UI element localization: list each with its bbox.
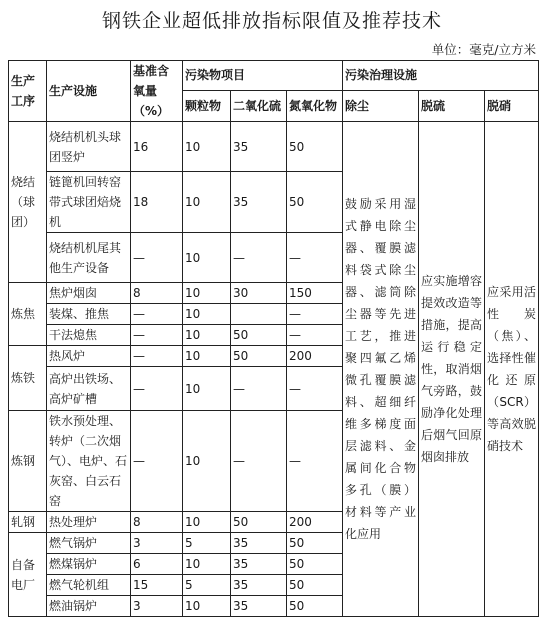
particulate-cell: 10 <box>183 346 231 367</box>
oxygen-cell: — <box>131 325 183 346</box>
particulate-cell: 10 <box>183 367 231 411</box>
facility-cell: 燃油锅炉 <box>47 596 131 617</box>
so2-cell: 35 <box>231 575 287 596</box>
facility-cell: 烧结机机头球团竖炉 <box>47 122 131 172</box>
so2-cell: 35 <box>231 596 287 617</box>
oxygen-cell: — <box>131 304 183 325</box>
nox-cell: — <box>287 325 343 346</box>
nox-cell: 50 <box>287 554 343 575</box>
facility-cell: 干法熄焦 <box>47 325 131 346</box>
so2-cell: 35 <box>231 122 287 172</box>
process-cell: 炼钢 <box>9 411 47 512</box>
nox-cell: 50 <box>287 122 343 172</box>
so2-cell: 50 <box>231 325 287 346</box>
nox-cell: — <box>287 411 343 512</box>
process-cell: 自备电厂 <box>9 533 47 617</box>
tech-dedust: 鼓励采用湿式静电除尘器、覆膜滤料袋式除尘器、滤筒除尘器等先进工艺，推进聚四氟乙烯微孔覆膜滤料、超细纤维多梯度面层滤料、金属间化合物多孔（膜）材料等产业化应用 <box>343 122 419 617</box>
particulate-cell: 10 <box>183 122 231 172</box>
nox-cell: 200 <box>287 512 343 533</box>
nox-cell: 50 <box>287 596 343 617</box>
so2-cell: 35 <box>231 533 287 554</box>
oxygen-cell: 15 <box>131 575 183 596</box>
oxygen-cell: 3 <box>131 533 183 554</box>
particulate-cell: 10 <box>183 554 231 575</box>
facility-cell: 高炉出铁场、高炉矿槽 <box>47 367 131 411</box>
header-desulf: 脱硫 <box>419 90 485 121</box>
nox-cell: — <box>287 233 343 283</box>
particulate-cell: 10 <box>183 233 231 283</box>
oxygen-cell: — <box>131 346 183 367</box>
process-cell: 烧结（球团） <box>9 122 47 283</box>
facility-cell: 燃气轮机组 <box>47 575 131 596</box>
so2-cell: — <box>231 411 287 512</box>
header-denitr: 脱硝 <box>485 90 539 121</box>
so2-cell: — <box>231 367 287 411</box>
table-body <box>9 61 539 617</box>
header-dedust: 除尘 <box>343 90 419 121</box>
particulate-cell: 10 <box>183 325 231 346</box>
unit-label: 单位：毫克/立方米 <box>431 42 536 57</box>
nox-cell: 50 <box>287 575 343 596</box>
nox-cell: 150 <box>287 283 343 304</box>
facility-cell: 铁水预处理、转炉（二次烟气）、电炉、石灰窑、白云石窑 <box>47 411 131 512</box>
facility-cell: 装煤、推焦 <box>47 304 131 325</box>
particulate-cell: 10 <box>183 596 231 617</box>
facility-cell: 热处理炉 <box>47 512 131 533</box>
so2-cell: 30 <box>231 283 287 304</box>
particulate-cell: 10 <box>183 512 231 533</box>
particulate-cell: 10 <box>183 304 231 325</box>
particulate-cell: 10 <box>183 411 231 512</box>
oxygen-cell: — <box>131 233 183 283</box>
header-so2: 二氧化硫 <box>231 90 287 121</box>
header-oxygen: 基准含氧量（%） <box>131 61 183 122</box>
facility-cell: 烧结机机尾其他生产设备 <box>47 233 131 283</box>
oxygen-cell: 3 <box>131 596 183 617</box>
header-treatment: 污染治理设施 <box>343 61 539 91</box>
page-title: 钢铁企业超低排放指标限值及推荐技术 <box>101 10 442 32</box>
oxygen-cell: 8 <box>131 512 183 533</box>
particulate-cell: 5 <box>183 533 231 554</box>
particulate-cell: 10 <box>183 283 231 304</box>
so2-cell: 35 <box>231 554 287 575</box>
header-nox: 氮氧化物 <box>287 90 343 121</box>
facility-cell: 热风炉 <box>47 346 131 367</box>
particulate-cell: 10 <box>183 172 231 233</box>
oxygen-cell: 18 <box>131 172 183 233</box>
tech-denitr: 应采用活性炭（焦）、选择性催化还原（SCR）等高效脱硝技术 <box>485 122 539 617</box>
oxygen-cell: 16 <box>131 122 183 172</box>
nox-cell: — <box>287 304 343 325</box>
process-cell: 炼铁 <box>9 346 47 411</box>
process-cell: 炼焦 <box>9 283 47 346</box>
header-row-1 <box>9 61 539 91</box>
facility-cell: 链篦机回转窑带式球团焙烧机 <box>47 172 131 233</box>
oxygen-cell: — <box>131 367 183 411</box>
particulate-cell: 5 <box>183 575 231 596</box>
header-facility: 生产设施 <box>47 61 131 122</box>
tech-desulf: 应实施增容提效改造等措施，提高运行稳定性，取消烟气旁路，鼓励净化处理后烟气回原烟囱排放 <box>419 122 485 617</box>
nox-cell: — <box>287 367 343 411</box>
header-particulate: 颗粒物 <box>183 90 231 121</box>
facility-cell: 焦炉烟囱 <box>47 283 131 304</box>
nox-cell: 50 <box>287 533 343 554</box>
facility-cell: 燃气锅炉 <box>47 533 131 554</box>
oxygen-cell: — <box>131 411 183 512</box>
so2-cell: — <box>231 233 287 283</box>
table-row <box>9 122 539 172</box>
process-cell: 轧钢 <box>9 512 47 533</box>
oxygen-cell: 6 <box>131 554 183 575</box>
so2-cell <box>231 304 287 325</box>
header-process: 生产工序 <box>9 61 47 122</box>
oxygen-cell: 8 <box>131 283 183 304</box>
so2-cell: 35 <box>231 172 287 233</box>
nox-cell: 50 <box>287 172 343 233</box>
so2-cell: 50 <box>231 512 287 533</box>
header-pollutants: 污染物项目 <box>183 61 343 91</box>
nox-cell: 200 <box>287 346 343 367</box>
emission-table <box>8 60 539 617</box>
facility-cell: 燃煤锅炉 <box>47 554 131 575</box>
so2-cell: 50 <box>231 346 287 367</box>
